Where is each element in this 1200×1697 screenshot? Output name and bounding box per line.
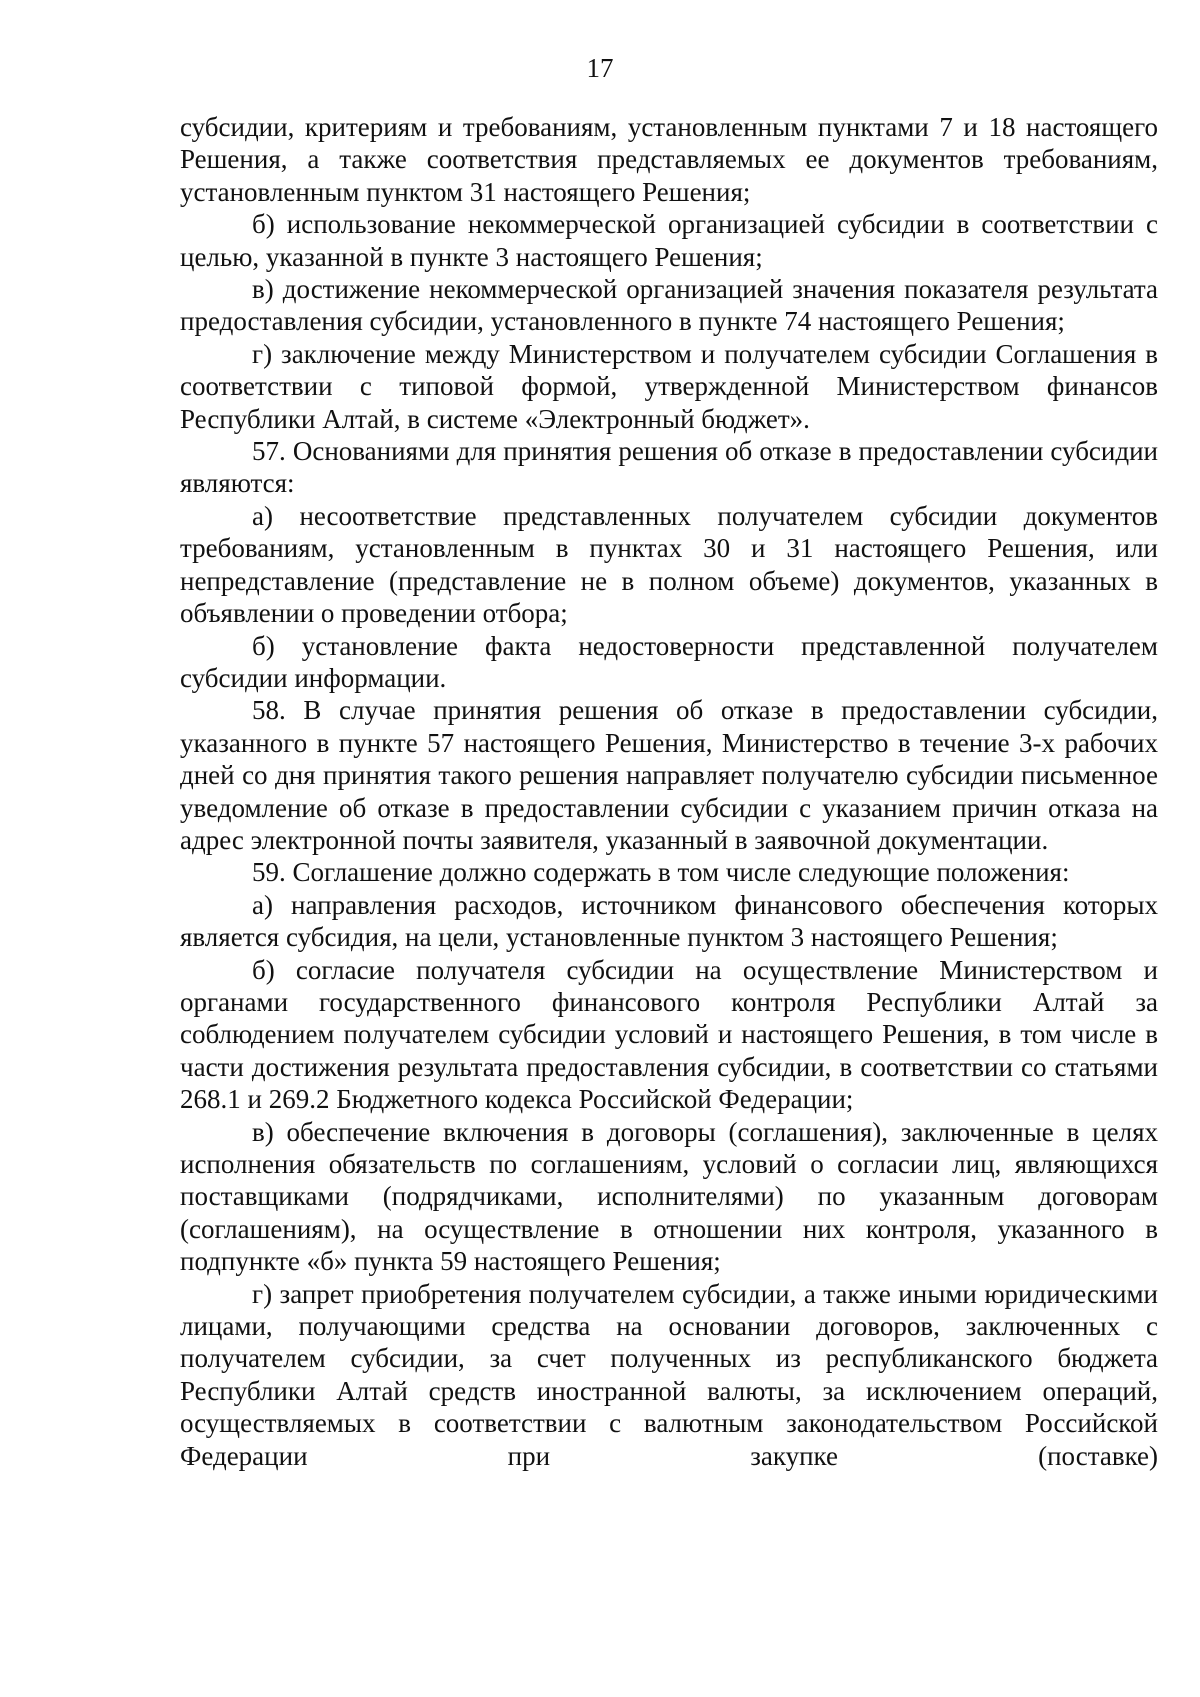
paragraph-56b: б) использование некоммерческой организацией субсидии в соответствии с целью, указанной в пункте 3 настоящего Решения;	[180, 209, 1158, 272]
paragraph-59a: а) направления расходов, источником финансового обеспечения которых является субсидия, на цели, установленные пунктом 3 настоящего Решения;	[180, 889, 1158, 953]
paragraph-56g: г) заключение между Министерством и получателем субсидии Соглашения в соответствии с типовой формой, утвержденной Министерством финансов Республики Алтай, в системе «Электронный бюджет».	[180, 338, 1158, 434]
paragraph-59g: г) запрет приобретения получателем субсидии, а также иными юридическими лицами, получающими средства на основании договоров, заключенных с получателем субсидии, за счет полученных из республиканского бюджета Республики Алтай средств иностранной валюты, за исключением операций, осуществляемых в соответствии с валютным законодательством Российской Федерации при закупке (поставке)	[180, 1278, 1158, 1471]
document-body	[180, 111, 1158, 1472]
paragraph-57a: а) несоответствие представленных получателем субсидии документов требованиям, установленным в пунктах 30 и 31 настоящего Решения, или непредставление (представление не в полном объеме) документов, указанных в объявлении о проведении отбора;	[180, 500, 1158, 629]
paragraph-continuation: субсидии, критериям и требованиям, установленным пунктами 7 и 18 настоящего Решения, а также соответствия представляемых ее документов требованиям, установленным пунктом 31 настоящего Решения;	[180, 112, 1158, 207]
paragraph-57b: б) установление факта недостоверности представленной получателем субсидии информации.	[180, 630, 1158, 693]
paragraph-56v: в) достижение некоммерческой организацией значения показателя результата предоставления субсидии, установленного в пункте 74 настоящего Решения;	[180, 274, 1158, 337]
paragraph-57: 57. Основаниями для принятия решения об отказе в предоставлении субсидии являются:	[180, 436, 1158, 499]
paragraph-58: 58. В случае принятия решения об отказе в предоставлении субсидии, указанного в пункте 57 настоящего Решения, Министерство в течение 3-х рабочих дней со дня принятия такого решения направляет получателю субсидии письменное уведомление об отказе в предоставлении субсидии с указанием причин отказа на адрес электронной почты заявителя, указанный в заявочной документации.	[180, 695, 1158, 855]
paragraph-59: 59. Соглашение должно содержать в том числе следующие положения:	[252, 857, 1070, 888]
page-number: 17	[586, 53, 614, 83]
paragraph-59b: б) согласие получателя субсидии на осуществление Министерством и органами государственного финансового контроля Республики Алтай за соблюдением получателем субсидии условий и настоящего Решения, в том числе в части достижения результата предоставления субсидии, в соответствии со статьями 268.1 и 269.2 Бюджетного кодекса Российской Федерации;	[180, 954, 1158, 1115]
paragraph-59v: в) обеспечение включения в договоры (соглашения), заключенные в целях исполнения обязательств по соглашениям, условий о согласии лиц, являющихся поставщиками (подрядчиками, исполнителями) по указанным договорам (соглашениям), на осуществление в отношении них контроля, указанного в подпункте «б» пункта 59 настоящего Решения;	[180, 1116, 1158, 1277]
